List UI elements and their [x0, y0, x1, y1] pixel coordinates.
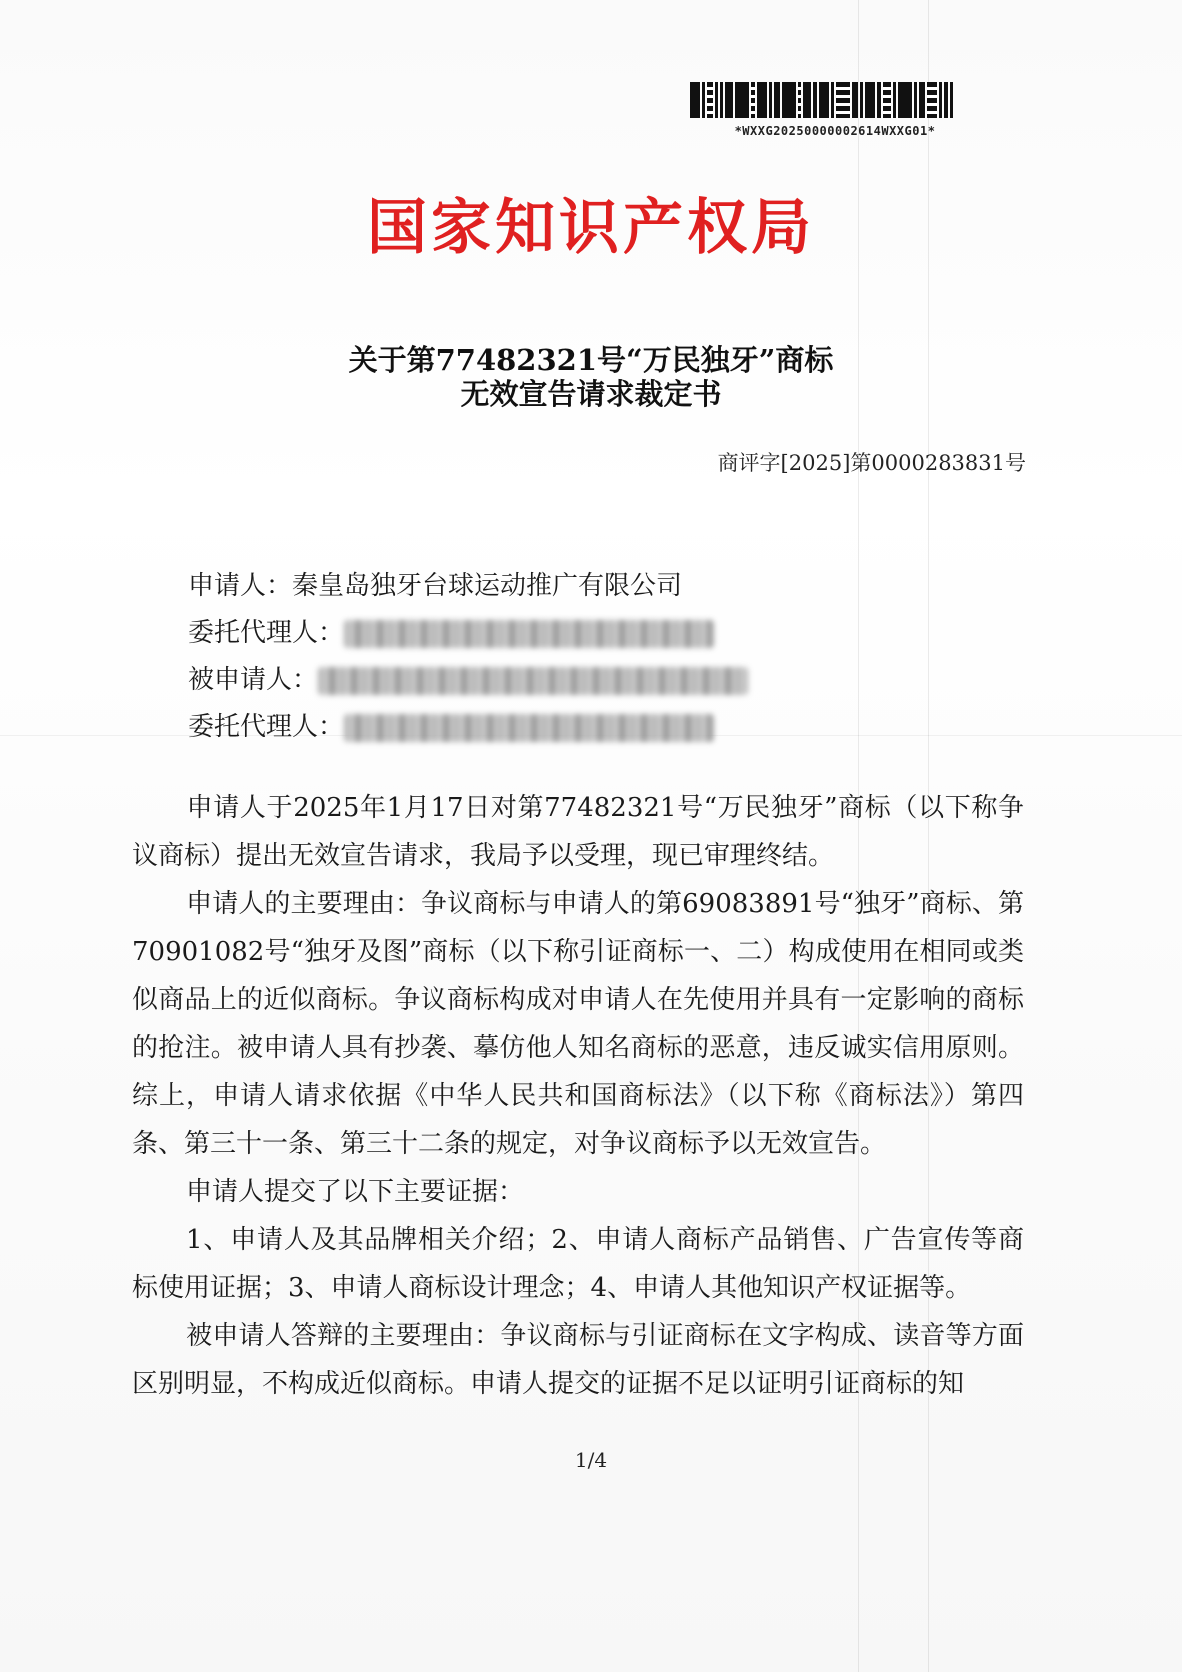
barcode-bar	[831, 82, 834, 118]
party-applicant	[188, 565, 682, 602]
barcode-bar	[798, 82, 801, 118]
barcode-bar	[877, 82, 881, 118]
party-label: 委托代理人：	[188, 712, 345, 742]
barcode-bar	[852, 82, 858, 118]
barcode-bar	[715, 82, 718, 118]
barcode-bar	[707, 82, 713, 118]
barcode-bar	[883, 82, 891, 118]
party-label: 被申请人：	[188, 665, 319, 695]
redacted-block	[344, 620, 714, 648]
barcode-bar	[944, 82, 948, 118]
barcode-bar	[950, 82, 953, 118]
barcode-bar	[919, 82, 925, 118]
party-label: 申请人：	[188, 571, 293, 601]
party-applicant-agent	[188, 612, 714, 649]
redacted-block	[318, 667, 748, 695]
barcode-bar	[774, 82, 780, 118]
party-respondent-agent	[188, 706, 714, 743]
barcode-image	[690, 82, 980, 118]
barcode-bar	[769, 82, 772, 118]
body-paragraph: 1、申请人及其品牌相关介绍；2、申请人商标产品销售、广告宣传等商标使用证据；3、申请人商标设计理念；4、申请人其他知识产权证据等。	[132, 1225, 1024, 1303]
barcode-text: *WXXG20250000002614WXXG01*	[734, 124, 936, 138]
body-paragraph: 申请人的主要理由：争议商标与申请人的第69083891号“独牙”商标、第70901082号“独牙及图”商标（以下称引证商标一、二）构成使用在相同或类似商品上的近似商标。争议商标构成对申请人在先使用并具有一定影响的商标的抢注。被申请人具有抄袭、摹仿他人知名商标的恶意，违反诚实信用原则。综上，申请人请求依据《中华人民共和国商标法》（以下称《商标法》）第四条、第三十一条、第三十二条的规定，对争议商标予以无效宣告。	[132, 889, 1024, 1159]
barcode-bar	[757, 82, 767, 118]
barcode-bar	[725, 82, 733, 118]
document-title-line1: 关于第77482321号“万民独牙”商标	[348, 343, 834, 377]
body-paragraph: 申请人提交了以下主要证据：	[186, 1177, 525, 1207]
barcode-bar	[813, 82, 817, 118]
redacted-block	[344, 714, 714, 742]
barcode-bar	[819, 82, 829, 118]
barcode-bar	[782, 82, 796, 118]
barcode-bar	[803, 82, 811, 118]
agency-header: 国家知识产权局	[367, 193, 815, 263]
document-title-line2: 无效宣告请求裁定书	[460, 377, 722, 411]
barcode-bar	[939, 82, 942, 118]
barcode-bar	[893, 82, 896, 118]
barcode-bar	[914, 82, 917, 118]
barcode-bar	[735, 82, 749, 118]
party-label: 委托代理人：	[188, 618, 345, 648]
body-paragraph: 申请人于2025年1月17日对第77482321号“万民独牙”商标（以下称争议商标）提出无效宣告请求，我局予以受理，现已审理终结。	[132, 793, 1024, 871]
page-number: 1/4	[574, 1448, 608, 1472]
party-value: 秦皇岛独牙台球运动推广有限公司	[292, 571, 683, 601]
barcode-bar	[865, 82, 875, 118]
barcode-bar	[927, 82, 937, 118]
barcode-bar	[702, 82, 705, 118]
barcode-block	[690, 82, 980, 138]
barcode-bar	[720, 82, 723, 118]
barcode-bar	[836, 82, 850, 118]
barcode-bar	[860, 82, 863, 118]
barcode-bar	[751, 82, 755, 118]
barcode-bar	[690, 82, 700, 118]
document-number: 商评字[2025]第0000283831号	[717, 451, 1026, 475]
barcode-bar	[898, 82, 912, 118]
party-respondent	[188, 659, 748, 696]
body-paragraph: 被申请人答辩的主要理由：争议商标与引证商标在文字构成、读音等方面区别明显，不构成近似商标。申请人提交的证据不足以证明引证商标的知	[132, 1321, 1024, 1399]
